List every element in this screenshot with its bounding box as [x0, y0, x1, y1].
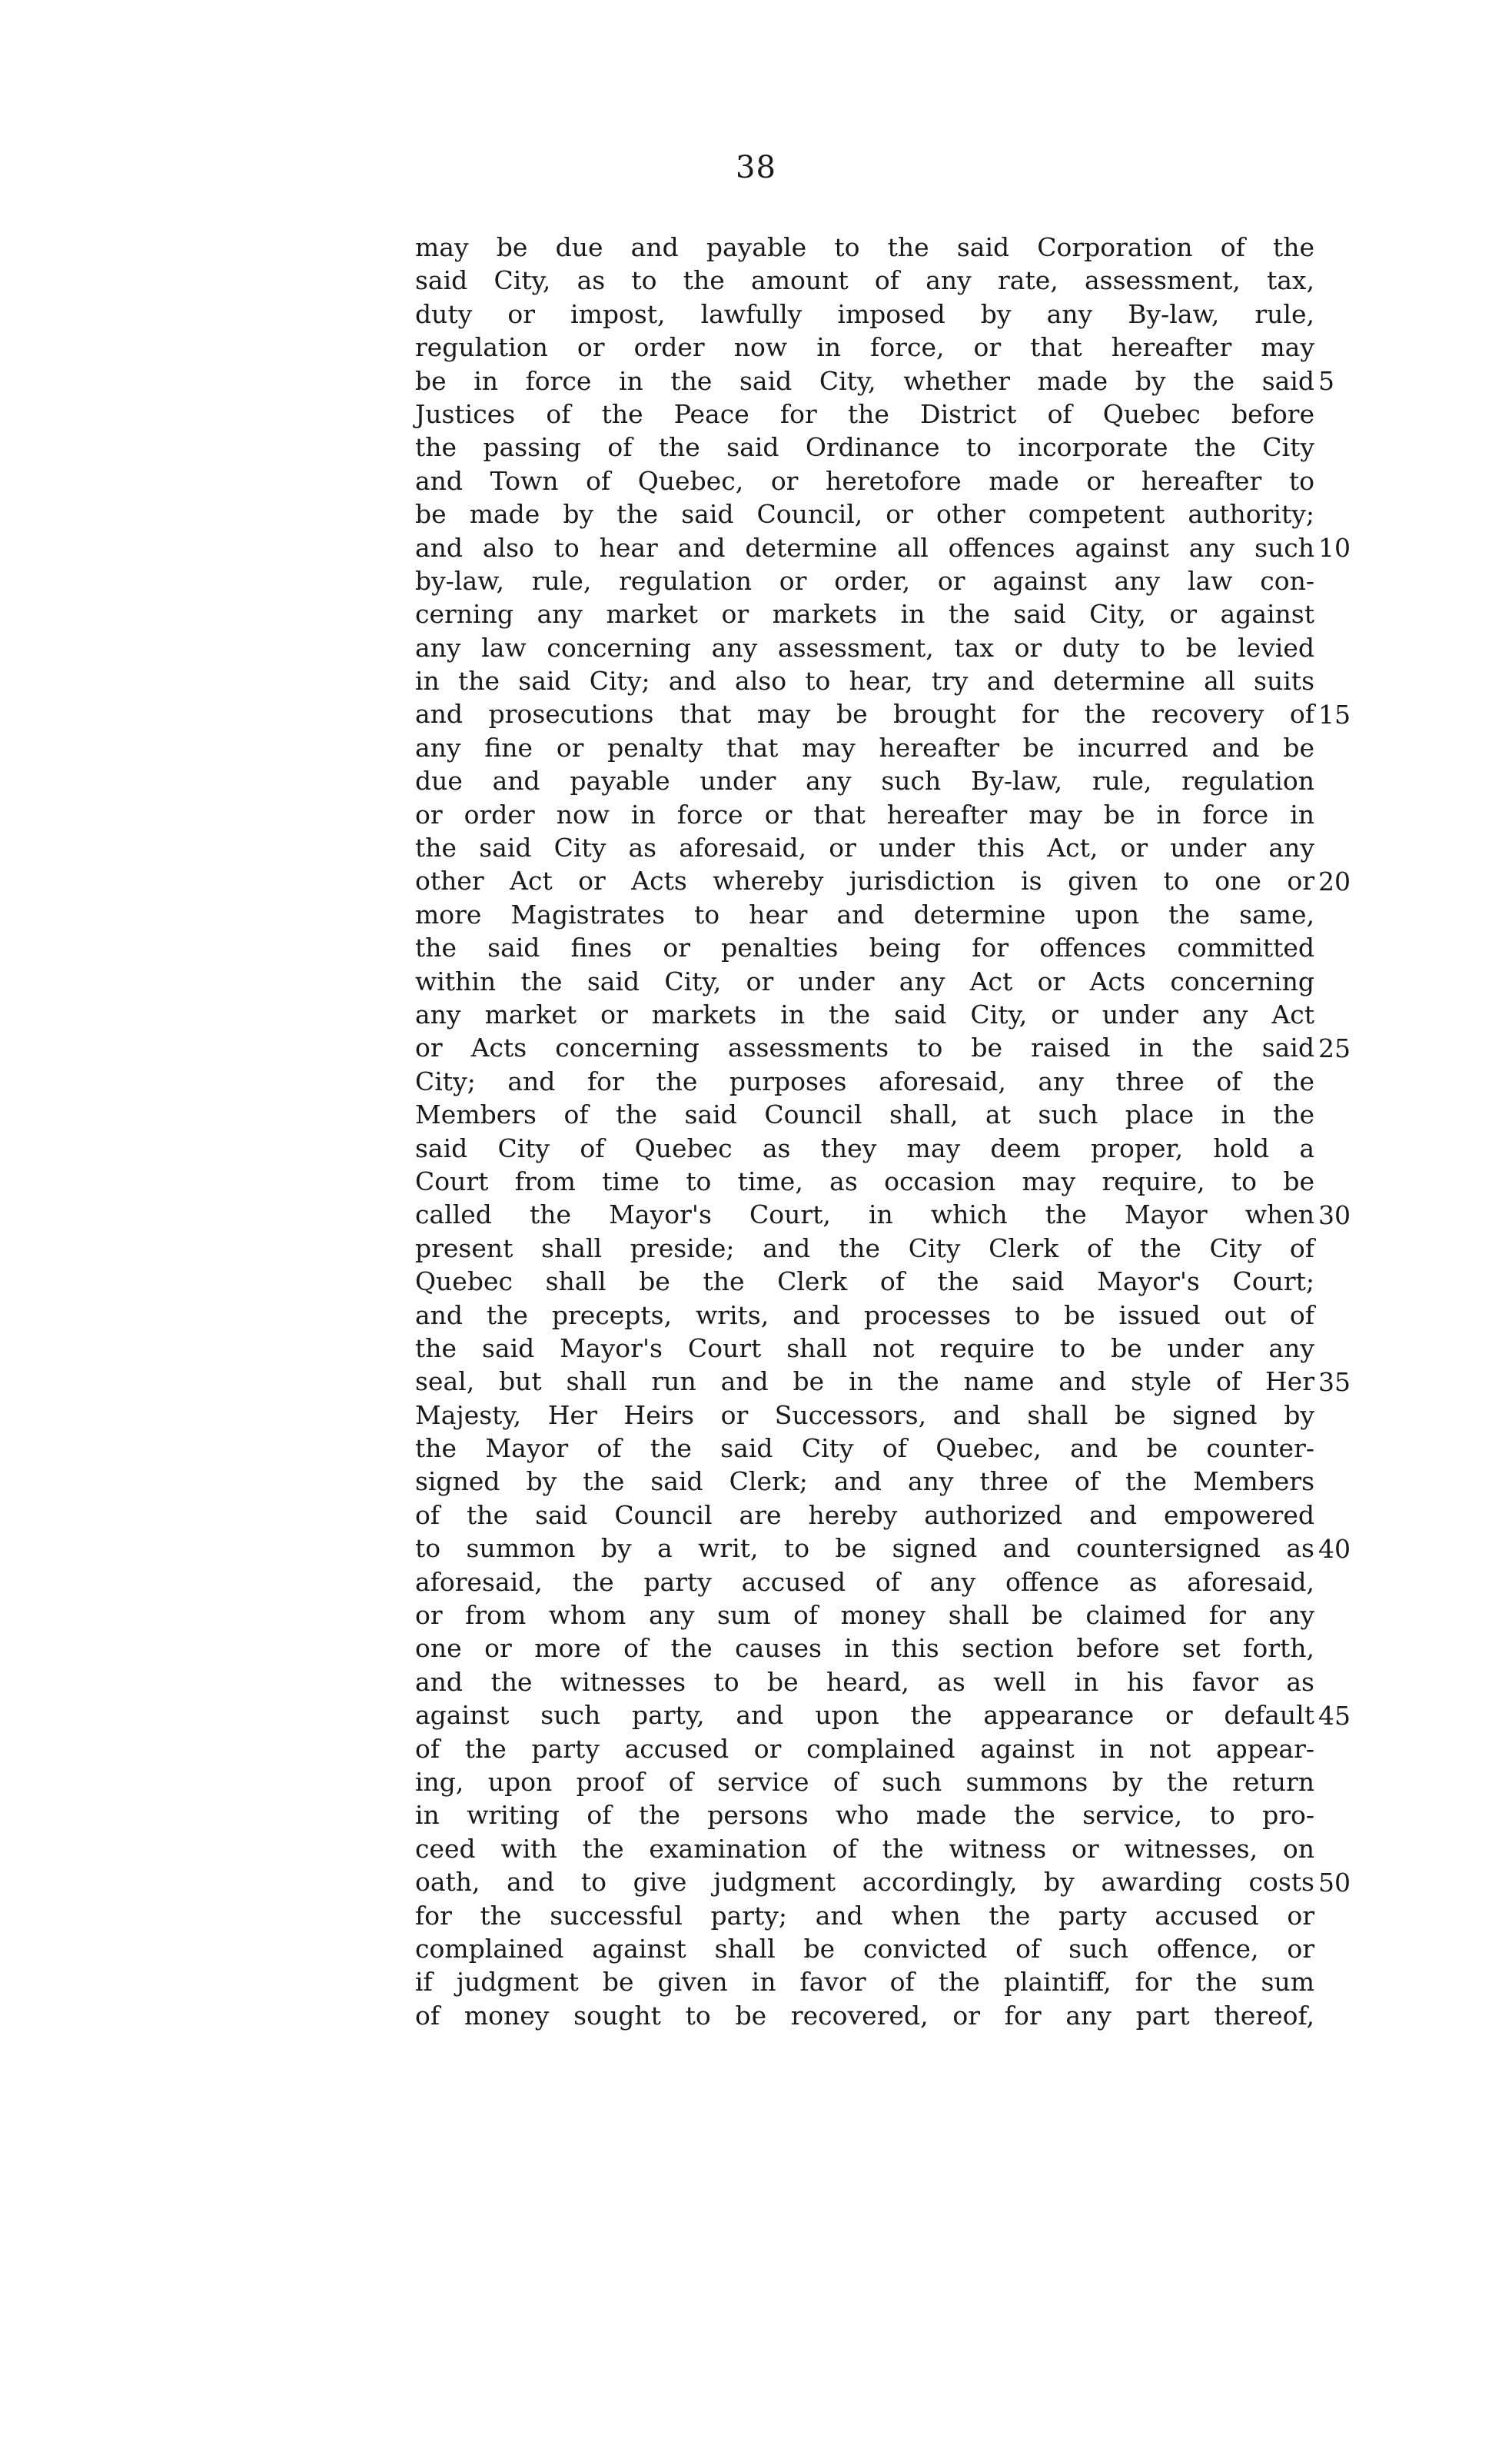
- text-line: and the precepts, writs, and processes to be issued out of: [415, 1299, 1314, 1330]
- text-line: the passing of the said Ordinance to incorporate the City: [415, 432, 1314, 463]
- text-line: said City of Quebec as they may deem proper, hold a: [415, 1133, 1314, 1163]
- text-line: signed by the said Clerk; and any three of the Members: [415, 1466, 1314, 1497]
- text-line: Members of the said Council shall, at such place in the: [415, 1099, 1314, 1130]
- text-line: oath, and to give judgment accordingly, by awarding costs: [415, 1867, 1314, 1898]
- text-line: any market or markets in the said City, or under any Act: [415, 999, 1314, 1030]
- margin-line-number: 35: [1318, 1366, 1351, 1397]
- margin-line-number: 30: [1318, 1199, 1351, 1230]
- text-line: within the said City, or under any Act or Acts concerning: [415, 966, 1314, 996]
- text-line: or Acts concerning assessments to be raised in the said: [415, 1033, 1314, 1063]
- text-line: ing, upon proof of service of such summons by the return: [415, 1766, 1314, 1797]
- text-line: other Act or Acts whereby jurisdiction is given to one or: [415, 866, 1314, 897]
- text-line: Court from time to time, as occasion may require, to be: [415, 1166, 1314, 1196]
- text-line: the said fines or penalties being for offences committed: [415, 933, 1314, 963]
- page-text-body: [415, 231, 1314, 2032]
- text-line: if judgment be given in favor of the plaintiff, for the sum: [415, 1967, 1314, 1998]
- text-line: one or more of the causes in this section before set forth,: [415, 1633, 1314, 1664]
- page-number: 38: [736, 150, 776, 185]
- text-line: in writing of the persons who made the service, to pro-: [415, 1800, 1314, 1831]
- text-line: complained against shall be convicted of such offence, or: [415, 1933, 1314, 1964]
- text-line: the said Mayor's Court shall not require to be under any: [415, 1332, 1314, 1363]
- text-line: the Mayor of the said City of Quebec, and be counter-: [415, 1433, 1314, 1464]
- margin-line-number: 20: [1318, 866, 1351, 897]
- margin-line-number: 25: [1318, 1033, 1351, 1063]
- text-line: by-law, rule, regulation or order, or against any law con-: [415, 565, 1314, 596]
- text-line: be in force in the said City, whether made by the said: [415, 365, 1314, 396]
- text-line: duty or impost, lawfully imposed by any By-law, rule,: [415, 298, 1314, 329]
- text-line: and Town of Quebec, or heretofore made or hereafter to: [415, 465, 1314, 496]
- text-line: of the said Council are hereby authorized and empowered: [415, 1499, 1314, 1530]
- text-line: called the Mayor's Court, in which the Mayor when: [415, 1199, 1314, 1230]
- margin-line-number: 45: [1318, 1700, 1351, 1731]
- text-line: more Magistrates to hear and determine upon the same,: [415, 899, 1314, 930]
- text-line: ceed with the examination of the witness or witnesses, on: [415, 1833, 1314, 1864]
- text-line: regulation or order now in force, or that hereafter may: [415, 332, 1314, 363]
- text-line: cerning any market or markets in the said City, or against: [415, 599, 1314, 630]
- text-line: any fine or penalty that may hereafter be incurred and be: [415, 732, 1314, 763]
- text-line: any law concerning any assessment, tax or duty to be levied: [415, 632, 1314, 663]
- text-line: seal, but shall run and be in the name and style of Her: [415, 1366, 1314, 1397]
- text-line: may be due and payable to the said Corporation of the: [415, 232, 1314, 262]
- margin-line-number: 40: [1318, 1533, 1351, 1564]
- text-line: aforesaid, the party accused of any offence as aforesaid,: [415, 1566, 1314, 1597]
- text-line: Justices of the Peace for the District of Quebec before: [415, 398, 1314, 429]
- text-line: or order now in force or that hereafter may be in force in: [415, 799, 1314, 830]
- text-line: of the party accused or complained against in not appear-: [415, 1733, 1314, 1764]
- text-line: said City, as to the amount of any rate, assessment, tax,: [415, 265, 1314, 296]
- margin-line-number: 50: [1318, 1867, 1351, 1898]
- text-line: and the witnesses to be heard, as well in his favor as: [415, 1666, 1314, 1697]
- text-line: be made by the said Council, or other competent authority;: [415, 499, 1314, 530]
- margin-line-number: 10: [1318, 532, 1351, 563]
- text-line: against such party, and upon the appearance or default: [415, 1700, 1314, 1731]
- text-line: and prosecutions that may be brought for the recovery of: [415, 699, 1314, 730]
- margin-line-number: 15: [1318, 699, 1351, 730]
- text-line: Majesty, Her Heirs or Successors, and shall be signed by: [415, 1399, 1314, 1430]
- text-line: for the successful party; and when the party accused or: [415, 1900, 1314, 1931]
- text-line: of money sought to be recovered, or for any part thereof,: [415, 2000, 1314, 2031]
- margin-line-number: 5: [1318, 365, 1334, 396]
- text-line: present shall preside; and the City Clerk of the City of: [415, 1232, 1314, 1263]
- text-line: to summon by a writ, to be signed and countersigned as: [415, 1533, 1314, 1564]
- text-line: or from whom any sum of money shall be claimed for any: [415, 1600, 1314, 1631]
- text-line: City; and for the purposes aforesaid, any three of the: [415, 1066, 1314, 1096]
- text-line: Quebec shall be the Clerk of the said Mayor's Court;: [415, 1266, 1314, 1297]
- text-line: the said City as aforesaid, or under this Act, or under any: [415, 833, 1314, 863]
- text-line: and also to hear and determine all offences against any such: [415, 532, 1314, 563]
- text-line: due and payable under any such By-law, rule, regulation: [415, 766, 1314, 797]
- text-line: in the said City; and also to hear, try and determine all suits: [415, 666, 1314, 697]
